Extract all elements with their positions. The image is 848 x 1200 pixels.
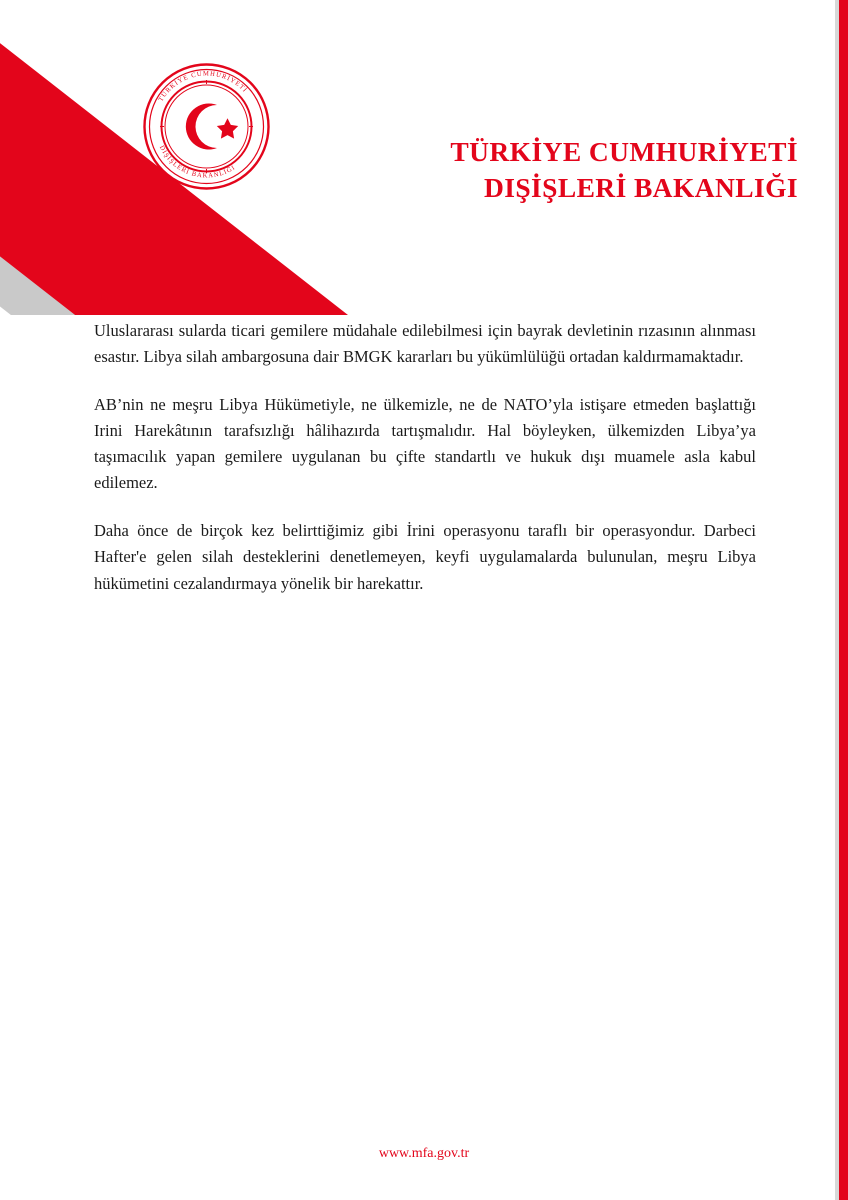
ministry-title-line-2: DIŞİŞLERİ BAKANLIĞI (483, 172, 798, 204)
document-body (94, 318, 756, 597)
right-edge-red-stripe (839, 0, 848, 1200)
corner-wedge (0, 0, 300, 36)
ministry-title-line-1: TÜRKİYE CUMHURİYETİ (450, 136, 798, 167)
turkey-state-emblem-icon (143, 63, 270, 190)
svg-text:DIŞİŞLERİ BAKANLIĞI: DIŞİŞLERİ BAKANLIĞI (157, 144, 238, 180)
svg-text:TÜRKİYE CUMHURİYETİ: TÜRKİYE CUMHURİYETİ (157, 70, 249, 103)
document-header (0, 0, 848, 315)
paragraph-2: AB’nin ne meşru Libya Hükümetiyle, ne ülkemizle, ne de NATO’yla istişare etmeden başlattığı Irini Harekâtının tarafsızlığı hâlihazırda tartışmalıdır. Hal böyleyken, ülkemizden Libya’ya taşımacılık yapan gemilere uygulanan bu çifte standartlı ve hukuk dışı muamele asla kabul edilemez. (94, 395, 756, 493)
paragraph-3: Daha önce de birçok kez belirttiğimiz gibi İrini operasyonu taraflı bir operasyondur. Darbeci Hafter'e gelen silah desteklerini denetlemeyen, keyfi uygulamalarda bulunulan, meşru Libya hükümetini cezalandırmaya yönelik bir harekattır. (94, 521, 756, 593)
paragraph-1: Uluslararası sularda ticari gemilere müdahale edilebilmesi için bayrak devletinin rızasının alınması esastır. Libya silah ambargosuna dair BMGK kararları bu yükümlülüğü ortadan kaldırmamaktadır. (94, 321, 756, 367)
website-link[interactable]: www.mfa.gov.tr (378, 1146, 470, 1161)
ministry-title (450, 134, 798, 207)
